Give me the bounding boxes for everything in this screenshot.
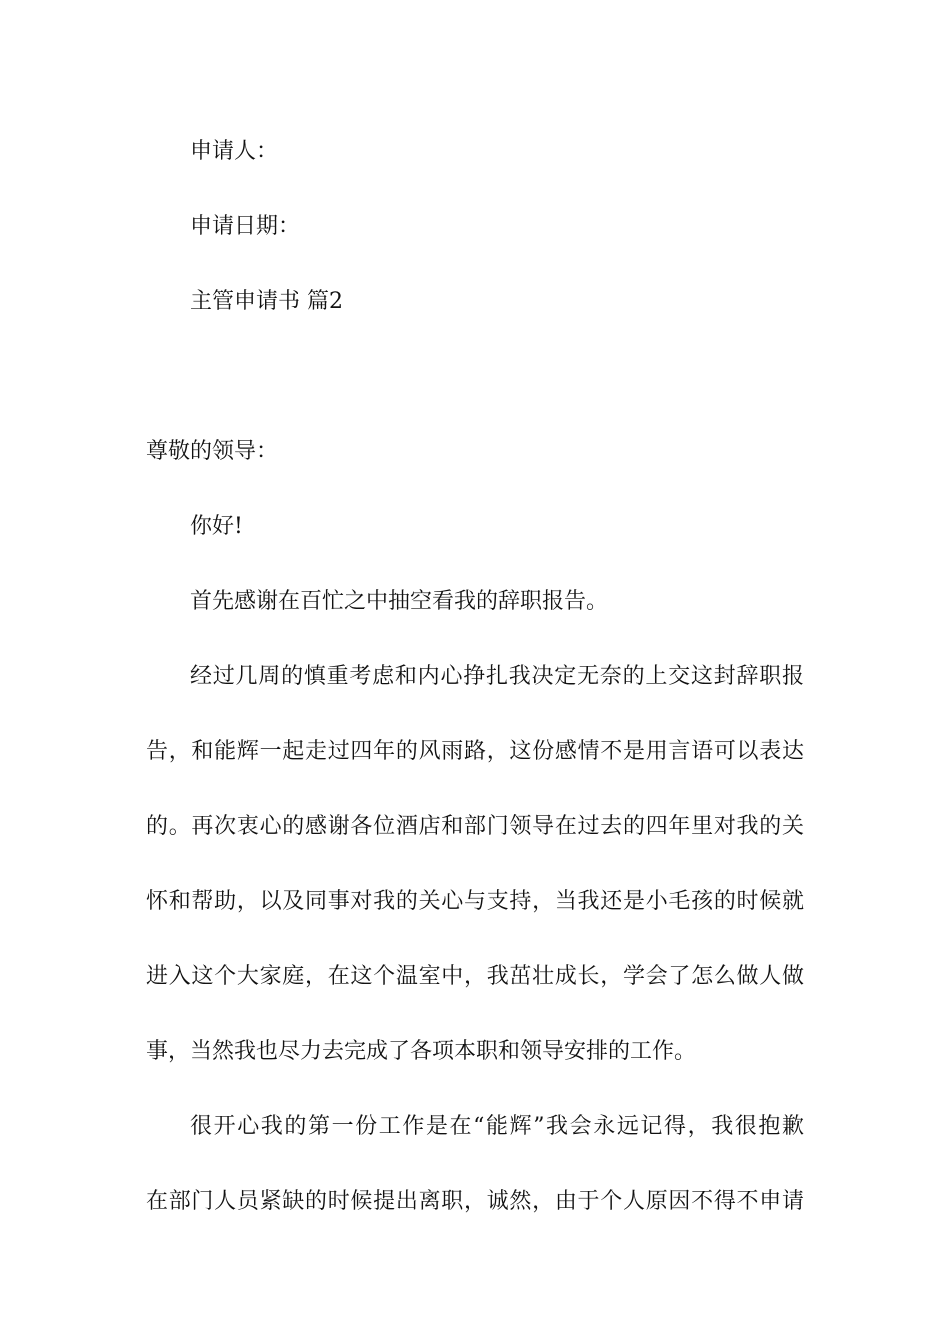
paragraph-2-line-4-text: 怀和帮助，以及同事对我的关心与支持，当我还是小毛孩的时候就 — [146, 889, 804, 914]
paragraph-2-line-1-text: 经过几周的慎重考虑和内心挣扎我决定无奈的上交这封辞职报 — [190, 664, 804, 689]
paragraph-2-line-2 — [0, 737, 950, 767]
applicant-label: 申请人： — [190, 139, 279, 164]
paragraph-2-line-1 — [0, 662, 950, 692]
salutation: 尊敬的领导： — [146, 439, 279, 464]
paragraph-2-line-2-text: 告，和能辉一起走过四年的风雨路，这份感情不是用言语可以表达 — [146, 739, 804, 764]
paragraph-3-line-2 — [0, 1187, 950, 1217]
paragraph-2-line-4 — [0, 887, 950, 917]
paragraph-2-line-6: 事，当然我也尽力去完成了各项本职和领导安排的工作。 — [146, 1039, 697, 1064]
section-heading: 主管申请书 篇2 — [190, 289, 343, 314]
paragraph-3-line-2-text: 在部门人员紧缺的时候提出离职，诚然，由于个人原因不得不申请 — [146, 1189, 804, 1214]
paragraph-1-line-1: 首先感谢在百忙之中抽空看我的辞职报告。 — [190, 589, 609, 614]
paragraph-3-line-1-text: 很开心我的第一份工作是在“能辉”我会永远记得，我很抱歉 — [190, 1114, 804, 1139]
paragraph-2-line-5 — [0, 962, 950, 992]
paragraph-2-line-3-text: 的。再次衷心的感谢各位酒店和部门领导在过去的四年里对我的关 — [146, 814, 804, 839]
paragraph-2-line-3 — [0, 812, 950, 842]
greeting: 你好! — [190, 514, 243, 539]
paragraph-2-line-5-text: 进入这个大家庭，在这个温室中，我茁壮成长，学会了怎么做人做 — [146, 964, 804, 989]
paragraph-3-line-1 — [0, 1112, 950, 1142]
application-date-label: 申请日期： — [190, 214, 301, 239]
